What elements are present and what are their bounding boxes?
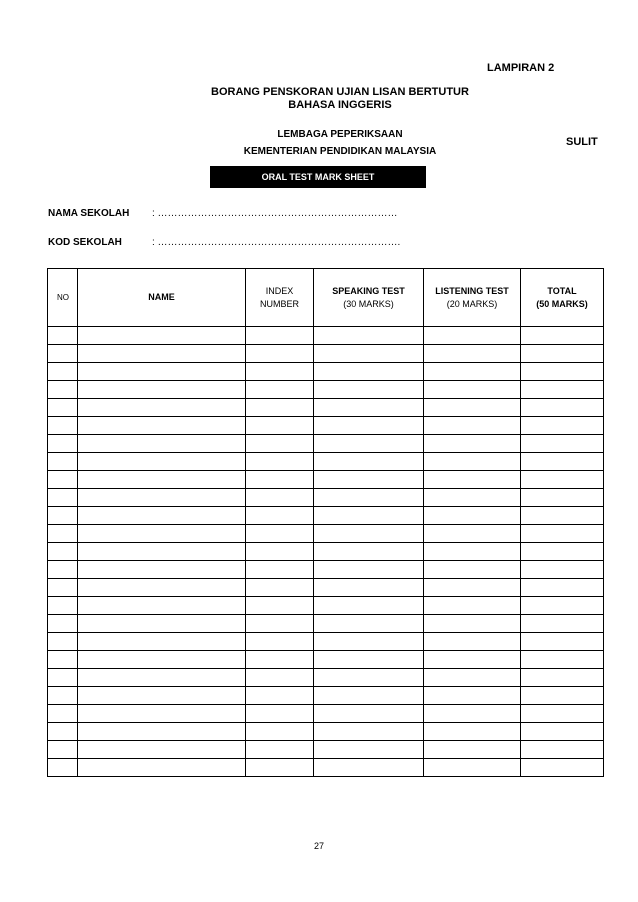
name-cell[interactable] [78, 723, 246, 741]
index-cell[interactable] [246, 579, 314, 597]
name-cell[interactable] [78, 651, 246, 669]
no-cell[interactable] [48, 381, 78, 399]
total-cell[interactable] [521, 489, 604, 507]
no-cell[interactable] [48, 615, 78, 633]
total-cell[interactable] [521, 597, 604, 615]
index-cell[interactable] [246, 669, 314, 687]
table-row [48, 615, 604, 633]
speaking-cell[interactable] [314, 435, 424, 453]
no-cell[interactable] [48, 651, 78, 669]
name-cell[interactable] [78, 615, 246, 633]
table-row [48, 579, 604, 597]
listening-cell[interactable] [424, 345, 521, 363]
index-cell[interactable] [246, 327, 314, 345]
index-cell[interactable] [246, 543, 314, 561]
name-cell[interactable] [78, 759, 246, 777]
listening-cell[interactable] [424, 759, 521, 777]
index-cell[interactable] [246, 399, 314, 417]
speaking-cell[interactable] [314, 597, 424, 615]
total-cell[interactable] [521, 327, 604, 345]
total-cell[interactable] [521, 453, 604, 471]
name-cell[interactable] [78, 741, 246, 759]
name-cell[interactable] [78, 327, 246, 345]
col-header-speaking: SPEAKING TEST (30 MARKS) [314, 269, 424, 327]
table-row [48, 759, 604, 777]
listening-cell[interactable] [424, 561, 521, 579]
speaking-cell[interactable] [314, 705, 424, 723]
name-cell[interactable] [78, 453, 246, 471]
index-cell[interactable] [246, 741, 314, 759]
total-cell[interactable] [521, 543, 604, 561]
col-header-index: INDEX NUMBER [246, 269, 314, 327]
index-cell[interactable] [246, 633, 314, 651]
speaking-cell[interactable] [314, 633, 424, 651]
index-cell[interactable] [246, 687, 314, 705]
index-cell[interactable] [246, 705, 314, 723]
table-body [48, 327, 604, 777]
no-cell[interactable] [48, 759, 78, 777]
name-cell[interactable] [78, 471, 246, 489]
table-row [48, 633, 604, 651]
speaking-cell[interactable] [314, 453, 424, 471]
speaking-cell[interactable] [314, 561, 424, 579]
index-cell[interactable] [246, 597, 314, 615]
speaking-cell[interactable] [314, 399, 424, 417]
speaking-cell[interactable] [314, 381, 424, 399]
total-cell[interactable] [521, 471, 604, 489]
index-cell[interactable] [246, 615, 314, 633]
agency-line2: KEMENTERIAN PENDIDIKAN MALAYSIA [243, 146, 437, 157]
index-cell[interactable] [246, 651, 314, 669]
speaking-cell[interactable] [314, 723, 424, 741]
school-code-field[interactable]: : ………………………………………………………………. [152, 237, 401, 248]
name-cell[interactable] [78, 687, 246, 705]
index-cell[interactable] [246, 471, 314, 489]
no-cell[interactable] [48, 633, 78, 651]
listening-cell[interactable] [424, 741, 521, 759]
listening-cell[interactable] [424, 597, 521, 615]
table-row [48, 561, 604, 579]
no-cell[interactable] [48, 579, 78, 597]
listening-cell[interactable] [424, 543, 521, 561]
listening-cell[interactable] [424, 435, 521, 453]
no-cell[interactable] [48, 525, 78, 543]
school-name-label: NAMA SEKOLAH [48, 208, 130, 219]
speaking-cell[interactable] [314, 327, 424, 345]
total-cell[interactable] [521, 759, 604, 777]
total-cell[interactable] [521, 669, 604, 687]
table-row [48, 741, 604, 759]
name-cell[interactable] [78, 705, 246, 723]
school-name-field[interactable]: : ……………………………………………………………… [152, 208, 398, 219]
no-cell[interactable] [48, 669, 78, 687]
listening-cell[interactable] [424, 453, 521, 471]
total-cell[interactable] [521, 399, 604, 417]
total-cell[interactable] [521, 579, 604, 597]
table-row [48, 489, 604, 507]
table-row [48, 381, 604, 399]
listening-cell[interactable] [424, 669, 521, 687]
no-cell[interactable] [48, 489, 78, 507]
no-cell[interactable] [48, 597, 78, 615]
sheet-banner: ORAL TEST MARK SHEET [210, 166, 426, 188]
listening-cell[interactable] [424, 723, 521, 741]
speaking-cell[interactable] [314, 579, 424, 597]
lampiran-label: LAMPIRAN 2 [487, 62, 555, 74]
speaking-cell[interactable] [314, 651, 424, 669]
total-cell[interactable] [521, 345, 604, 363]
speaking-cell[interactable] [314, 507, 424, 525]
listening-cell[interactable] [424, 687, 521, 705]
table-row [48, 399, 604, 417]
table-row [48, 669, 604, 687]
index-cell[interactable] [246, 453, 314, 471]
table-row [48, 363, 604, 381]
speaking-cell[interactable] [314, 759, 424, 777]
total-cell[interactable] [521, 435, 604, 453]
col-header-no: NO [48, 269, 78, 327]
no-cell[interactable] [48, 741, 78, 759]
name-cell[interactable] [78, 435, 246, 453]
speaking-cell[interactable] [314, 489, 424, 507]
no-cell[interactable] [48, 345, 78, 363]
mark-sheet-table [47, 268, 604, 777]
no-cell[interactable] [48, 363, 78, 381]
total-cell[interactable] [521, 561, 604, 579]
no-cell[interactable] [48, 543, 78, 561]
table-row [48, 723, 604, 741]
speaking-cell[interactable] [314, 471, 424, 489]
name-cell[interactable] [78, 417, 246, 435]
listening-cell[interactable] [424, 525, 521, 543]
speaking-cell[interactable] [314, 741, 424, 759]
total-cell[interactable] [521, 723, 604, 741]
table-row [48, 705, 604, 723]
table-row [48, 651, 604, 669]
no-cell[interactable] [48, 435, 78, 453]
name-cell[interactable] [78, 363, 246, 381]
table-row [48, 543, 604, 561]
total-cell[interactable] [521, 507, 604, 525]
name-cell[interactable] [78, 633, 246, 651]
name-cell[interactable] [78, 489, 246, 507]
index-cell[interactable] [246, 489, 314, 507]
table-row [48, 687, 604, 705]
table-header-row [48, 269, 604, 327]
index-cell[interactable] [246, 345, 314, 363]
speaking-cell[interactable] [314, 687, 424, 705]
speaking-cell[interactable] [314, 543, 424, 561]
name-cell[interactable] [78, 579, 246, 597]
listening-cell[interactable] [424, 651, 521, 669]
total-cell[interactable] [521, 381, 604, 399]
form-title-line2: BAHASA INGGERIS [288, 99, 392, 111]
total-cell[interactable] [521, 633, 604, 651]
name-cell[interactable] [78, 345, 246, 363]
no-cell[interactable] [48, 471, 78, 489]
name-cell[interactable] [78, 507, 246, 525]
total-cell[interactable] [521, 417, 604, 435]
school-code-label: KOD SEKOLAH [48, 237, 122, 248]
speaking-cell[interactable] [314, 525, 424, 543]
table-row [48, 507, 604, 525]
listening-cell[interactable] [424, 363, 521, 381]
listening-cell[interactable] [424, 381, 521, 399]
listening-cell[interactable] [424, 633, 521, 651]
total-cell[interactable] [521, 705, 604, 723]
total-cell[interactable] [521, 363, 604, 381]
no-cell[interactable] [48, 507, 78, 525]
table-row [48, 597, 604, 615]
index-cell[interactable] [246, 759, 314, 777]
total-cell[interactable] [521, 615, 604, 633]
name-cell[interactable] [78, 543, 246, 561]
listening-cell[interactable] [424, 399, 521, 417]
listening-cell[interactable] [424, 327, 521, 345]
table-row [48, 345, 604, 363]
name-cell[interactable] [78, 669, 246, 687]
total-cell[interactable] [521, 687, 604, 705]
listening-cell[interactable] [424, 705, 521, 723]
no-cell[interactable] [48, 723, 78, 741]
page-number: 27 [313, 841, 324, 851]
col-header-listening: LISTENING TEST (20 MARKS) [424, 269, 521, 327]
table-row [48, 525, 604, 543]
no-cell[interactable] [48, 705, 78, 723]
listening-cell[interactable] [424, 615, 521, 633]
speaking-cell[interactable] [314, 615, 424, 633]
classification-label: SULIT [566, 136, 598, 148]
index-cell[interactable] [246, 525, 314, 543]
index-cell[interactable] [246, 561, 314, 579]
no-cell[interactable] [48, 687, 78, 705]
no-cell[interactable] [48, 327, 78, 345]
no-cell[interactable] [48, 399, 78, 417]
name-cell[interactable] [78, 381, 246, 399]
speaking-cell[interactable] [314, 669, 424, 687]
listening-cell[interactable] [424, 507, 521, 525]
listening-cell[interactable] [424, 489, 521, 507]
table-row [48, 453, 604, 471]
table-row [48, 327, 604, 345]
index-cell[interactable] [246, 723, 314, 741]
speaking-cell[interactable] [314, 417, 424, 435]
table-row [48, 471, 604, 489]
name-cell[interactable] [78, 525, 246, 543]
listening-cell[interactable] [424, 579, 521, 597]
agency-line1: LEMBAGA PEPERIKSAAN [277, 129, 403, 140]
total-cell[interactable] [521, 525, 604, 543]
no-cell[interactable] [48, 561, 78, 579]
col-header-name: NAME [78, 269, 246, 327]
no-cell[interactable] [48, 453, 78, 471]
index-cell[interactable] [246, 507, 314, 525]
speaking-cell[interactable] [314, 363, 424, 381]
no-cell[interactable] [48, 417, 78, 435]
name-cell[interactable] [78, 399, 246, 417]
name-cell[interactable] [78, 561, 246, 579]
listening-cell[interactable] [424, 417, 521, 435]
name-cell[interactable] [78, 597, 246, 615]
form-title-line1: BORANG PENSKORAN UJIAN LISAN BERTUTUR [211, 86, 469, 98]
table-row [48, 417, 604, 435]
index-cell[interactable] [246, 381, 314, 399]
total-cell[interactable] [521, 651, 604, 669]
total-cell[interactable] [521, 741, 604, 759]
listening-cell[interactable] [424, 471, 521, 489]
col-header-total: TOTAL (50 MARKS) [521, 269, 604, 327]
speaking-cell[interactable] [314, 345, 424, 363]
index-cell[interactable] [246, 363, 314, 381]
index-cell[interactable] [246, 417, 314, 435]
index-cell[interactable] [246, 435, 314, 453]
table-row [48, 435, 604, 453]
